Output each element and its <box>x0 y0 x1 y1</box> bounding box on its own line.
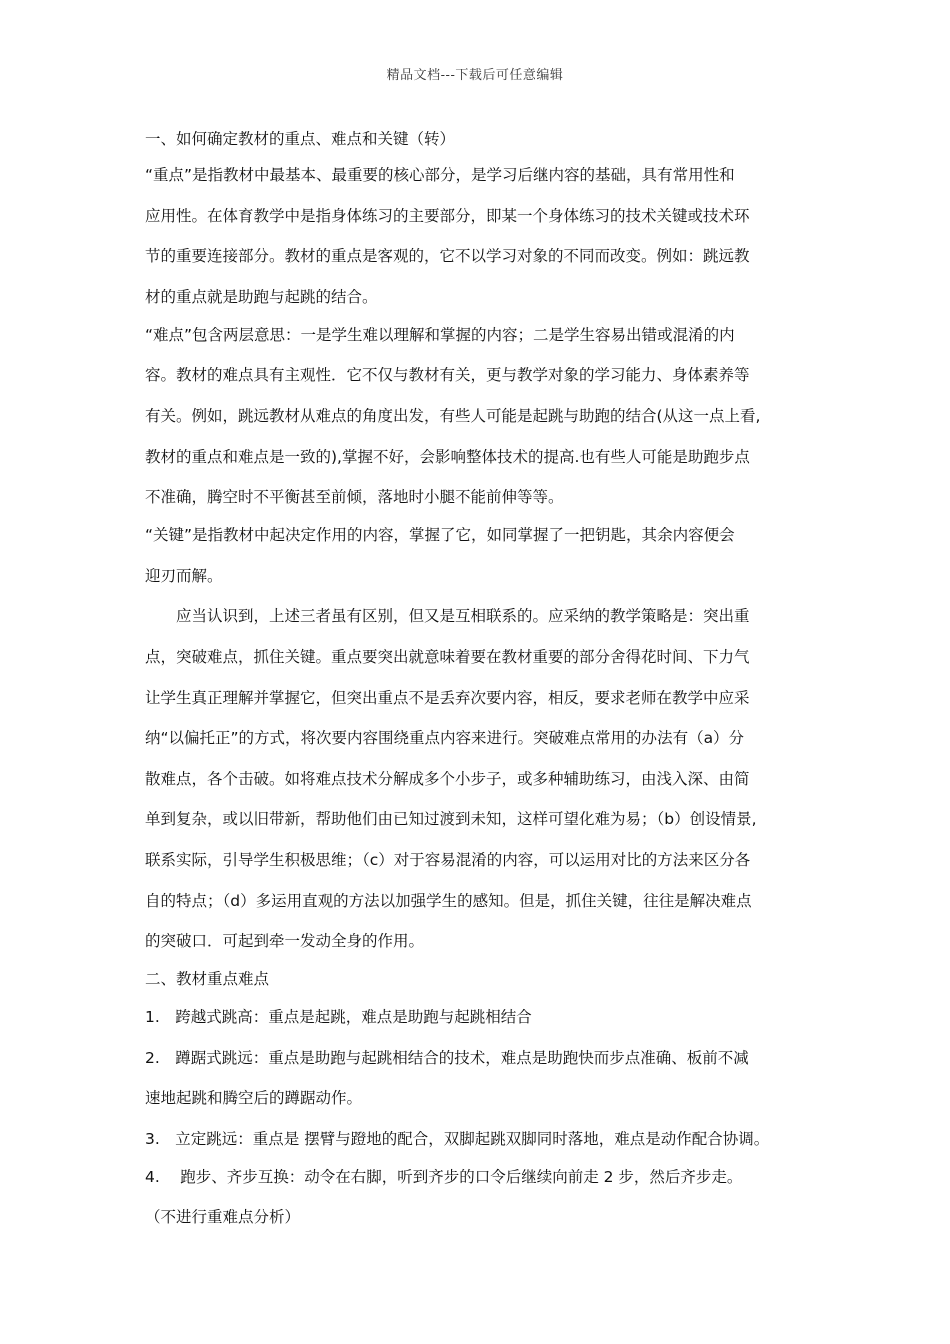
paragraph-line: 教材的重点和难点是一致的),掌握不好，会影响整体技术的提高.也有些人可能是助跑步点 <box>145 447 750 466</box>
paragraph-line: 不准确，腾空时不平衡甚至前倾，落地时小腿不能前伸等等。 <box>145 488 564 507</box>
page-header: 精品文档---下载后可任意编辑 <box>386 68 564 83</box>
paragraph-line: 迎刃而解。 <box>145 566 223 585</box>
paragraph-line: 的突破口．可起到牵一发动全身的作用。 <box>145 932 425 951</box>
paragraph-line: “重点”是指教材中最基本、最重要的核心部分，是学习后继内容的基础，具有常用性和 <box>145 166 735 184</box>
paragraph-line: 纳“以偏托正”的方式，将次要内容围绕重点内容来进行。突破难点常用的办法有（a）分 <box>145 729 745 748</box>
paragraph-line: 散难点，各个击破。如将难点技术分解成多个小步子，或多种辅助练习，由浅入深、由简 <box>145 769 750 788</box>
paragraph-line: “难点”包含两层意思：一是学生难以理解和掌握的内容；二是学生容易出错或混淆的内 <box>145 325 735 344</box>
paragraph-line: 点，突破难点，抓住关键。重点要突出就意味着要在教材重要的部分舍得花时间、下力气 <box>145 647 750 666</box>
list-item: 3. 立定跳远：重点是 摆臂与蹬地的配合，双脚起跳双脚同时落地，难点是动作配合协调。 <box>145 1129 770 1148</box>
paragraph-line: 应用性。在体育教学中是指身体练习的主要部分，即某一个身体练习的技术关键或技术环 <box>145 206 750 225</box>
document-body <box>145 122 813 1241</box>
paragraph-line: 容。教材的难点具有主观性．它不仅与教材有关，更与教学对象的学习能力、身体素养等 <box>145 366 750 385</box>
paragraph-line: 自的特点；（d）多运用直观的方法以加强学生的感知。但是，抓住关键，往往是解决难点 <box>145 891 752 910</box>
paragraph-line: 应当认识到，上述三者虽有区别，但又是互相联系的。应采纳的教学策略是：突出重 <box>176 607 750 626</box>
section-heading-2: 二、教材重点难点 <box>145 970 270 989</box>
paragraph-line: 单到复杂，或以旧带新，帮助他们由已知过渡到未知，这样可望化难为易；（b）创设情景, <box>145 810 757 829</box>
list-item: 2. 蹲踞式跳远：重点是助跑与起跳相结合的技术，难点是助跑快而步点准确、板前不减 <box>145 1048 749 1067</box>
list-item-continuation: 速地起跳和腾空后的蹲踞动作。 <box>145 1089 363 1108</box>
paragraph-line: 节的重要连接部分。教材的重点是客观的，它不以学习对象的不同而改变。例如：跳远教 <box>145 247 750 266</box>
paragraph-line: 联系实际，引导学生积极思维；（c）对于容易混淆的内容，可以运用对比的方法来区分各 <box>145 850 751 869</box>
note-line: （不进行重难点分析） <box>145 1208 301 1227</box>
list-item: 1. 跨越式跳高：重点是起跳，难点是助跑与起跳相结合 <box>145 1008 532 1027</box>
paragraph-line: 有关。例如，跳远教材从难点的角度出发，有些人可能是起跳与助跑的结合(从这一点上看, <box>145 406 761 425</box>
list-item: 4. 跑步、齐步互换：动令在右脚，听到齐步的口令后继续向前走 2 步，然后齐步走。 <box>145 1167 743 1186</box>
paragraph-line: “关键”是指教材中起决定作用的内容，掌握了它，如同掌握了一把钥匙，其余内容便会 <box>145 526 735 545</box>
paragraph-line: 让学生真正理解并掌握它，但突出重点不是丢弃次要内容，相反，要求老师在教学中应采 <box>145 688 750 707</box>
section-heading-1: 一、如何确定教材的重点、难点和关键（转） <box>145 130 456 148</box>
paragraph-line: 材的重点就是助跑与起跳的结合。 <box>145 287 378 306</box>
